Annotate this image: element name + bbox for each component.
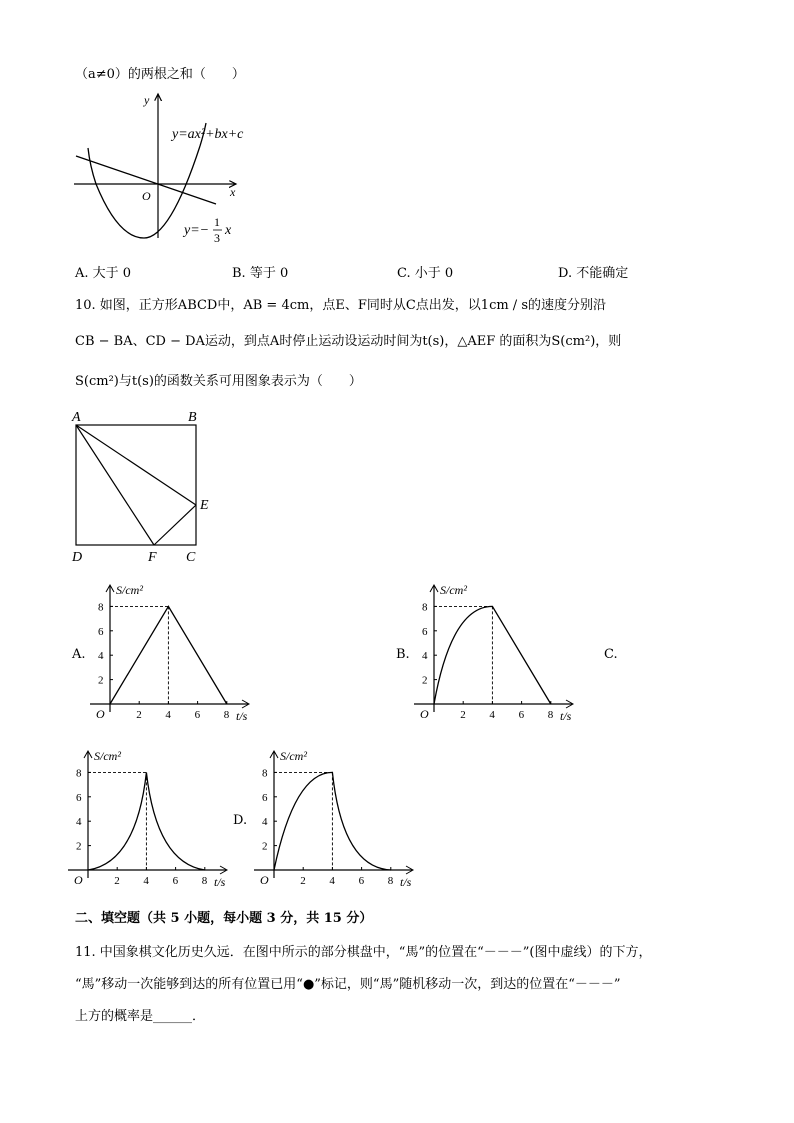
vertex-f: F [148,550,157,565]
curve-label: y=ax²+bx+c [172,127,244,142]
x-axis-label: x [230,185,236,199]
q9-graph [70,88,270,245]
y-axis-label: S/cm² [440,583,467,597]
q9-condition: （a≠0）的两根之和（ ） [75,67,245,82]
x-tick-label: 2 [300,875,306,887]
vertex-c: C [186,550,196,565]
y-tick-label: 6 [262,791,268,804]
q9-option-b: B. 等于 0 [232,266,289,281]
chart-option-a [88,582,268,722]
y-axis-label: S/cm² [116,583,143,597]
q10-line1: 10. 如图，正方形ABCD中，AB = 4cm，点E、F同时从C点出发，以1cm / s的速度分别沿 [75,298,606,313]
y-axis-label: S/cm² [94,749,121,763]
chart-option-b [412,582,592,722]
x-tick-label: 8 [387,875,394,887]
x-tick-label: 4 [329,875,335,887]
origin-label: O [260,873,269,887]
x-tick-label: 6 [194,709,201,721]
option-label-d: D. [233,813,248,828]
option-label-c: C. [604,647,618,662]
vertex-d: D [72,550,83,565]
line-frac-den: 3 [214,231,220,245]
x-tick-label: 2 [136,709,142,721]
origin-label: O [96,707,105,721]
y-tick-label: 6 [422,625,428,638]
x-tick-label: 8 [547,709,554,721]
x-tick-label: 2 [460,709,466,721]
y-tick-label: 2 [76,840,82,853]
x-tick-label: 6 [518,709,525,721]
q11-line2: “馬”移动一次能够到达的所有位置已用“●”标记，则“馬”随机移动一次，到达的位置在“－－－” [75,977,621,992]
chart-option-d [252,748,432,888]
x-tick-label: 6 [172,875,179,887]
q10-line3: S(cm²)与t(s)的函数关系可用图象表示为（ ） [75,374,362,389]
x-axis-label: t/s [560,709,572,723]
q11-line1: 11. 中国象棋文化历史久远．在图中所示的部分棋盘中，“馬”的位置在“－－－”(图中虚线）的下方， [75,945,652,960]
origin-label: O [142,189,151,203]
y-tick-label: 2 [262,840,268,853]
y-tick-label: 8 [76,767,82,780]
y-tick-label: 4 [262,816,268,829]
chart-option-c [66,748,246,888]
y-tick-label: 8 [262,767,268,780]
x-tick-label: 4 [165,709,171,721]
q9-option-d: D. 不能确定 [558,266,629,281]
origin-label: O [420,707,429,721]
y-tick-label: 4 [76,816,82,829]
y-tick-label: 6 [98,625,104,638]
option-label-b: B. [396,647,410,662]
x-tick-label: 8 [223,709,230,721]
q11-line3: 上方的概率是______． [75,1009,206,1024]
line-label-prefix: y=− [184,223,210,238]
section2-heading: 二、填空题（共 5 小题，每小题 3 分，共 15 分） [75,911,373,926]
y-tick-label: 4 [422,650,428,663]
x-tick-label: 2 [114,875,120,887]
vertex-b: B [188,410,197,425]
x-axis-label: t/s [236,709,248,723]
x-tick-label: 4 [489,709,495,721]
origin-label: O [74,873,83,887]
y-tick-label: 2 [98,674,104,687]
vertex-a: A [72,410,81,425]
vertex-e: E [200,498,209,513]
y-tick-label: 8 [422,601,428,614]
q10-line2: CB − BA、CD − DA运动，到点A时停止运动设运动时间为t(s)，△AEF 的面积为S(cm²)，则 [75,334,622,349]
y-tick-label: 6 [76,791,82,804]
x-tick-label: 8 [201,875,208,887]
line-label-suffix: x [225,223,232,238]
q9-option-c: C. 小于 0 [397,266,454,281]
option-label-a: A. [72,647,86,662]
y-axis-label: S/cm² [280,749,307,763]
x-axis-label: t/s [400,875,412,889]
y-axis-label: y [144,93,150,107]
line-frac-num: 1 [214,215,220,229]
square-figure [68,405,228,565]
x-axis-label: t/s [214,875,226,889]
x-tick-label: 4 [143,875,149,887]
x-tick-label: 6 [358,875,365,887]
y-tick-label: 4 [98,650,104,663]
q9-option-a: A. 大于 0 [75,266,132,281]
y-tick-label: 2 [422,674,428,687]
y-tick-label: 8 [98,601,104,614]
